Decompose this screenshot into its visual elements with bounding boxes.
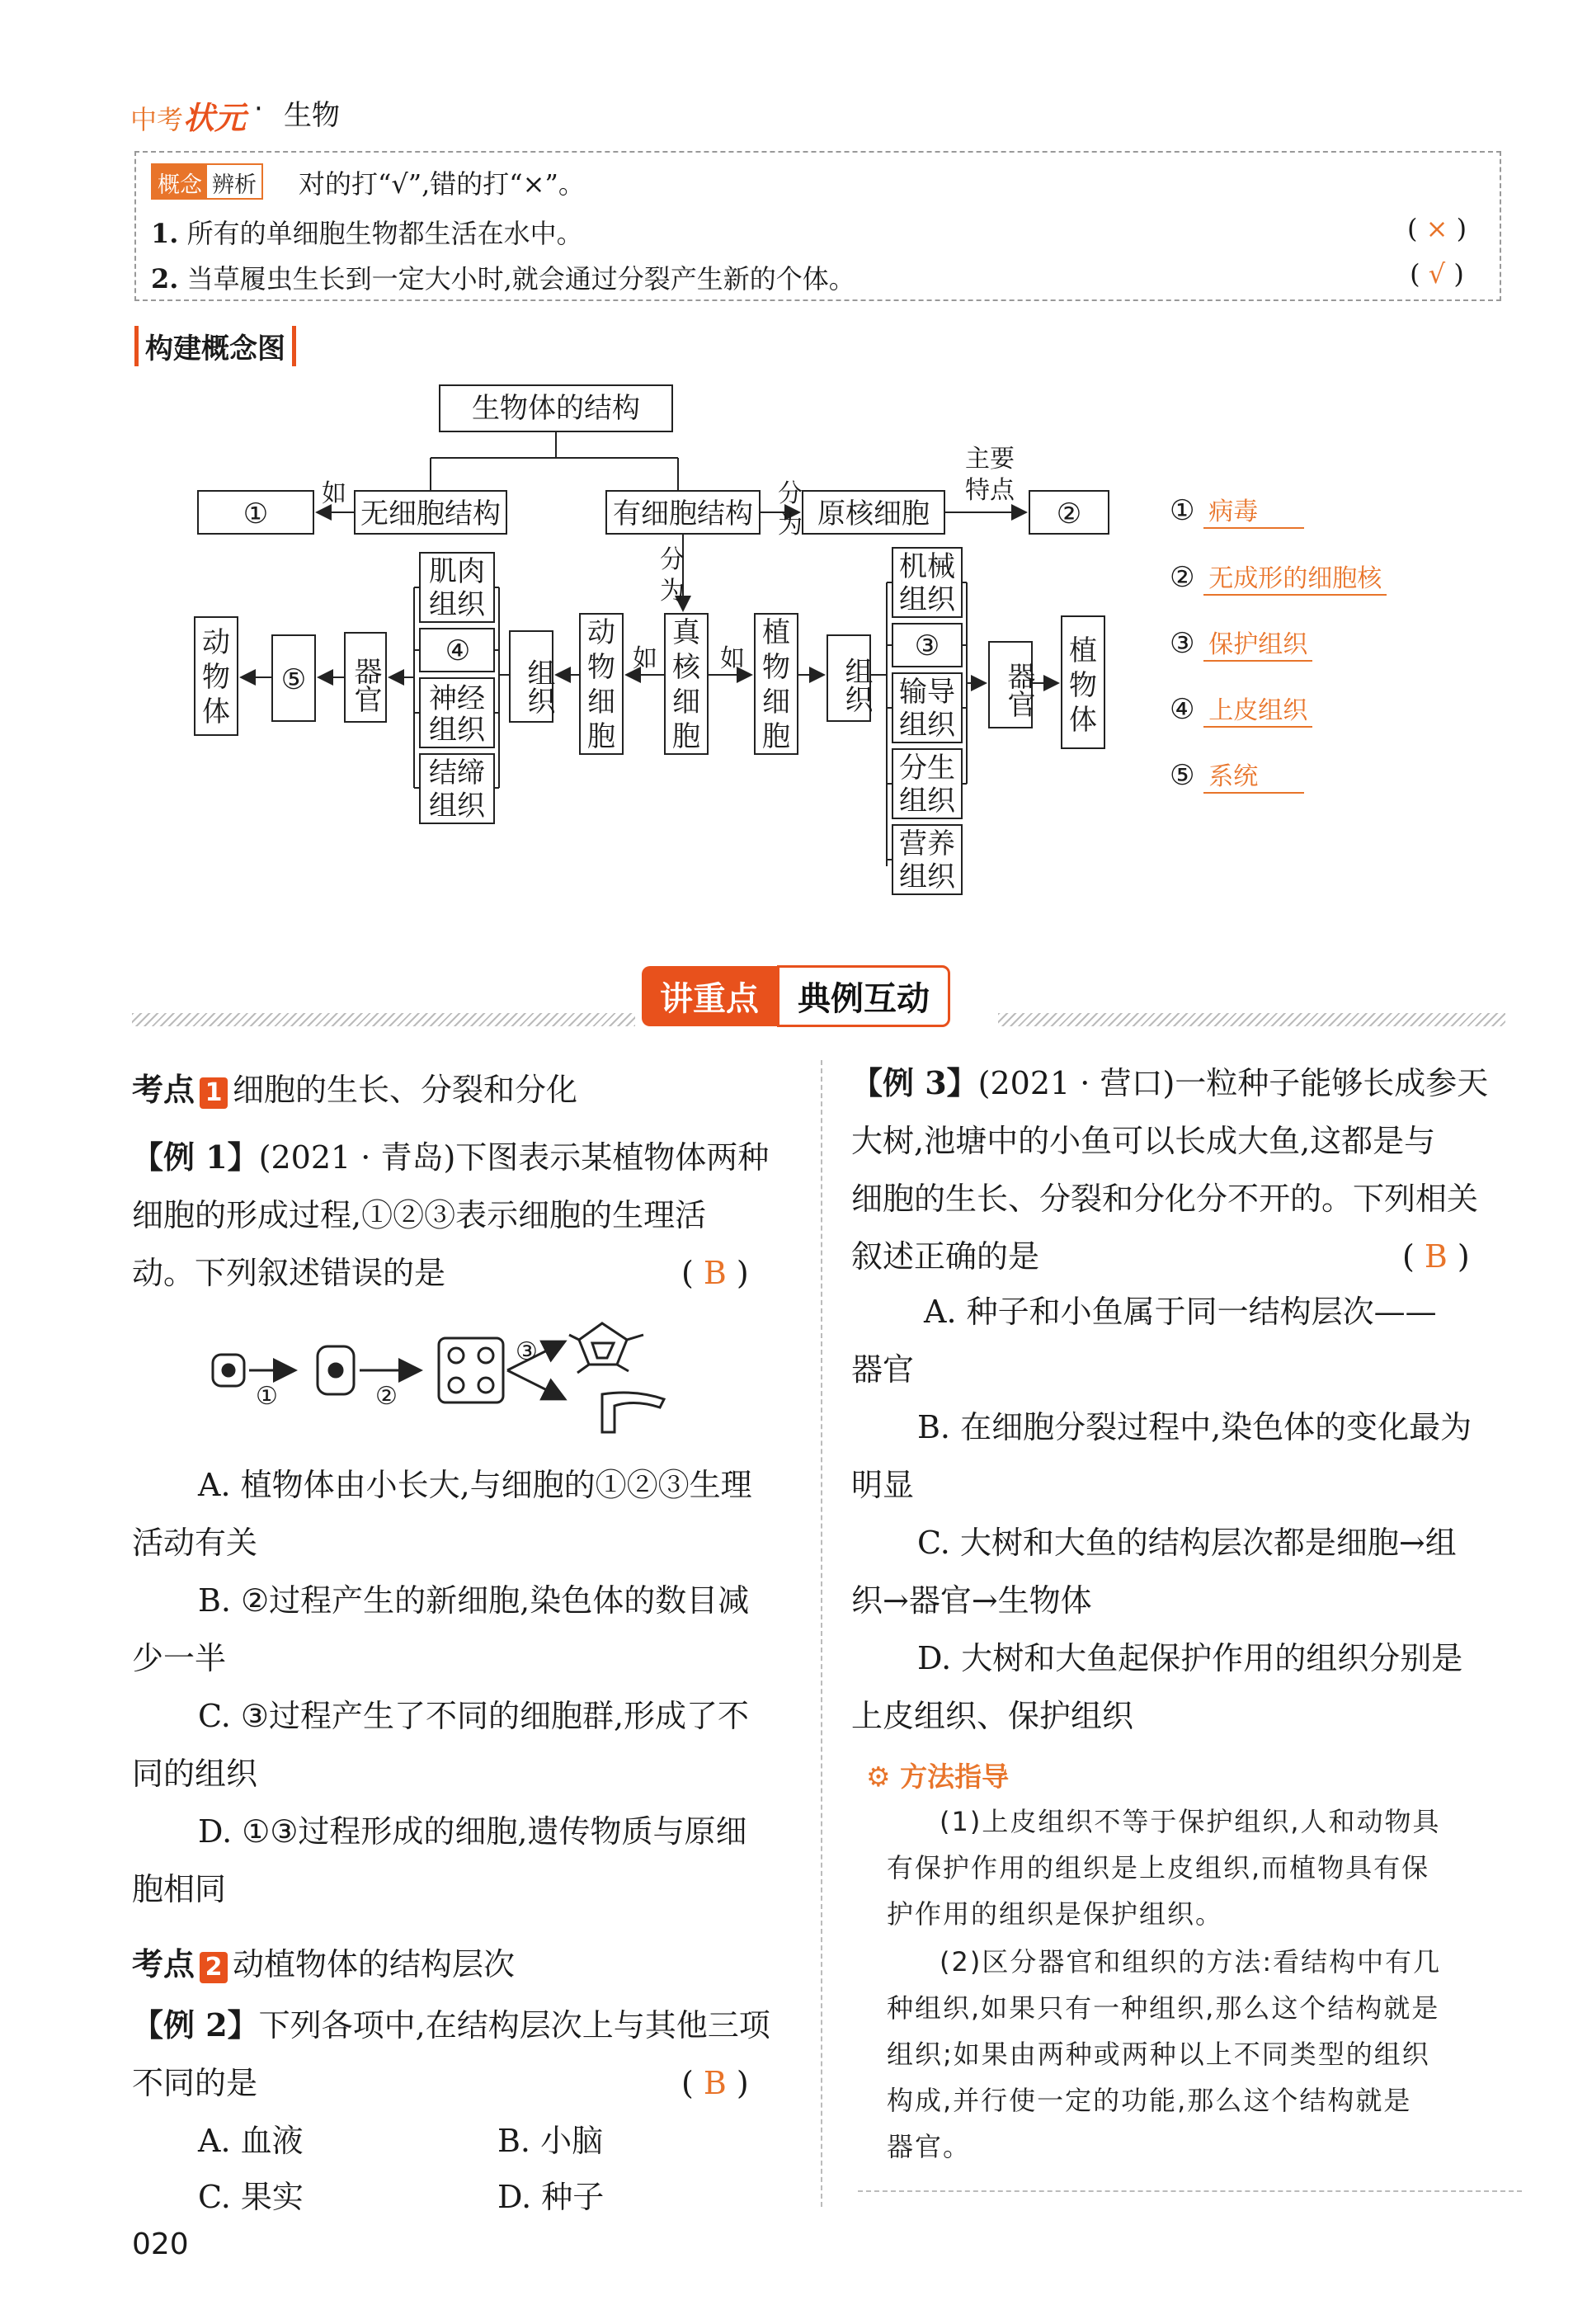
- svg-text:组织: 组织: [899, 785, 955, 818]
- map-label-wei-2: 为: [660, 577, 685, 606]
- judge-item-2: 2. 当草履虫生长到一定大小时,就会通过分裂产生新的个体。: [151, 263, 855, 295]
- svg-text:胞: 胞: [587, 720, 615, 753]
- judge-answer-2: ( √ ): [1410, 258, 1464, 290]
- svg-text:细: 细: [762, 686, 790, 719]
- map-answer-3: ③ 保护组织: [1170, 624, 1312, 662]
- svg-text:动: 动: [202, 626, 230, 659]
- method-guide-title: ⚙ 方法指导: [866, 1761, 1010, 1793]
- map-label-wei: 为: [778, 511, 803, 540]
- page-number: 020: [132, 2227, 189, 2261]
- map-blank-2: ②: [1056, 497, 1082, 530]
- example-1-stem: 【例 1】(2021 · 青岛)下图表示某植物体两种 细胞的形成过程,①②③表示细胞的生理活 动。下列叙述错误的是: [132, 1138, 770, 1291]
- map-answer-1: ① 病毒: [1170, 491, 1304, 529]
- map-organ-animal: 器官: [349, 657, 382, 713]
- map-answer-5: ⑤ 系统: [1170, 756, 1304, 794]
- svg-text:胞: 胞: [762, 720, 790, 753]
- map-root: 生物体的结构: [472, 392, 640, 425]
- svg-text:物: 物: [202, 661, 230, 694]
- cell-process-figure: [198, 1320, 726, 1452]
- kaodian-1: 考点 1 细胞的生长、分裂和分化: [132, 1072, 578, 1108]
- judge-item-1: 1. 所有的单细胞生物都生活在水中。: [151, 218, 583, 249]
- svg-text:体: 体: [1069, 704, 1097, 737]
- svg-text:结缔: 结缔: [429, 757, 485, 790]
- example-3-options: A. 种子和小鱼属于同一结构层次—— 器官 B. 在细胞分裂过程中,染色体的变化最为 明显 C. 大树和大鱼的结构层次都是细胞→组 织→器官→生物体 D. 大树和大鱼起保护作用的组织分别是 上皮组织、保护组织: [851, 1294, 1472, 1734]
- judge-answer-1: ( × ): [1406, 213, 1467, 244]
- map-label-ru-2: 如: [633, 644, 657, 673]
- map-label-fen: 分: [778, 479, 803, 508]
- map-blank-5: ⑤: [280, 663, 307, 696]
- example-1-options: A. 植物体由小长大,与细胞的①②③生理 活动有关 B. ②过程产生的新细胞,染色体的数目减 少一半 C. ③过程产生了不同的细胞群,形成了不 同的组织 D. ①③过程形成的细胞,遗传物质与原细 胞相同: [132, 1467, 752, 1907]
- svg-text:组织: 组织: [899, 583, 955, 616]
- svg-text:神经: 神经: [429, 682, 485, 715]
- example-3-answer: ( B ): [1402, 1238, 1470, 1275]
- map-label-ru-1: 如: [322, 479, 346, 508]
- map-answer-2: ② 无成形的细胞核: [1170, 558, 1387, 596]
- svg-text:组织: 组织: [429, 714, 485, 747]
- svg-text:动: 动: [587, 616, 615, 649]
- gear-icon: ⚙: [866, 1761, 891, 1793]
- column-divider: [821, 1060, 822, 2207]
- map-label-tedian: 特点: [965, 476, 1015, 505]
- example-2-option-d: D. 种子: [497, 2179, 605, 2215]
- figure-step-2: ②: [375, 1382, 398, 1411]
- map-tissue-plant: 组织: [840, 657, 873, 713]
- map-no-cell: 无细胞结构: [360, 497, 501, 530]
- svg-text:肌肉: 肌肉: [429, 555, 485, 588]
- example-3-stem: 【例 3】(2021 · 营口)一粒种子能够长成参天 大树,池塘中的小鱼可以长成大鱼,这都是与 细胞的生长、分裂和分化分不开的。下列相关 叙述正确的是: [851, 1064, 1489, 1275]
- svg-text:输导: 输导: [899, 676, 955, 709]
- header-brand: 中考状元: [130, 100, 247, 136]
- banner-hatch-left: [132, 1013, 635, 1026]
- svg-text:组织: 组织: [899, 860, 955, 893]
- method-paragraph-1: (1)上皮组织不等于保护组织,人和动物具 有保护作用的组织是上皮组织,而植物具有保 护作用的组织是保护组织。: [887, 1806, 1441, 1930]
- svg-text:组织: 组织: [429, 588, 485, 621]
- example-2-option-a: A. 血液: [198, 2123, 304, 2159]
- svg-text:植: 植: [1069, 634, 1097, 667]
- header-subject: 生物: [284, 99, 340, 132]
- example-2-option-c: C. 果实: [198, 2179, 304, 2215]
- map-organ-plant: 器官: [1002, 662, 1035, 718]
- banner-hatch-right: [998, 1013, 1505, 1026]
- map-answer-4: ④ 上皮组织: [1170, 690, 1312, 728]
- svg-text:物: 物: [587, 651, 615, 684]
- svg-text:细: 细: [672, 686, 700, 719]
- concept-badge: 概念 辨析: [151, 163, 263, 200]
- svg-text:组织: 组织: [899, 709, 955, 742]
- map-blank-3: ③: [914, 629, 940, 662]
- svg-text:组织: 组织: [429, 790, 485, 823]
- header-dot: ·: [254, 92, 263, 125]
- svg-text:物: 物: [1069, 669, 1097, 702]
- map-label-zhuyao: 主要: [965, 445, 1015, 474]
- section-banner: 讲重点 典例互动: [642, 967, 950, 1025]
- example-2-answer: ( B ): [681, 2065, 749, 2101]
- map-label-fen-2: 分: [660, 545, 685, 574]
- concept-map-title: 构建概念图: [134, 326, 296, 366]
- figure-step-3: ③: [516, 1337, 538, 1366]
- svg-text:核: 核: [672, 651, 700, 684]
- concept-map-diagram: [0, 0, 1573, 932]
- svg-text:物: 物: [762, 651, 790, 684]
- map-label-ru-3: 如: [720, 644, 745, 673]
- example-2-stem: 【例 2】下列各项中,在结构层次上与其他三项 不同的是: [132, 2006, 770, 2101]
- svg-text:体: 体: [202, 695, 230, 728]
- map-has-cell: 有细胞结构: [613, 497, 753, 530]
- svg-text:细: 细: [587, 686, 615, 719]
- method-paragraph-2: (2)区分器官和组织的方法:看结构中有几 种组织,如果只有一种组织,那么这个结构就是 组织;如果由两种或两种以上不同类型的组织 构成,并行使一定的功能,那么这个结构就是 器官。: [887, 1946, 1442, 2162]
- svg-text:分生: 分生: [899, 752, 955, 785]
- map-tissue-animal: 组织: [522, 658, 555, 714]
- svg-text:机械: 机械: [899, 550, 955, 583]
- svg-text:营养: 营养: [899, 827, 955, 860]
- map-prokaryote: 原核细胞: [817, 497, 930, 530]
- kaodian-2: 考点 2 动植物体的结构层次: [132, 1946, 516, 1982]
- svg-text:胞: 胞: [672, 720, 700, 753]
- example-2-option-b: B. 小脑: [497, 2123, 604, 2159]
- figure-step-1: ①: [256, 1382, 278, 1411]
- map-blank-4: ④: [445, 634, 471, 667]
- svg-text:植: 植: [762, 616, 790, 649]
- svg-text:真: 真: [672, 616, 700, 649]
- example-1-answer: ( B ): [681, 1255, 749, 1291]
- map-blank-1: ①: [243, 497, 269, 530]
- judge-intro: 对的打“√”,错的打“×”。: [299, 168, 585, 200]
